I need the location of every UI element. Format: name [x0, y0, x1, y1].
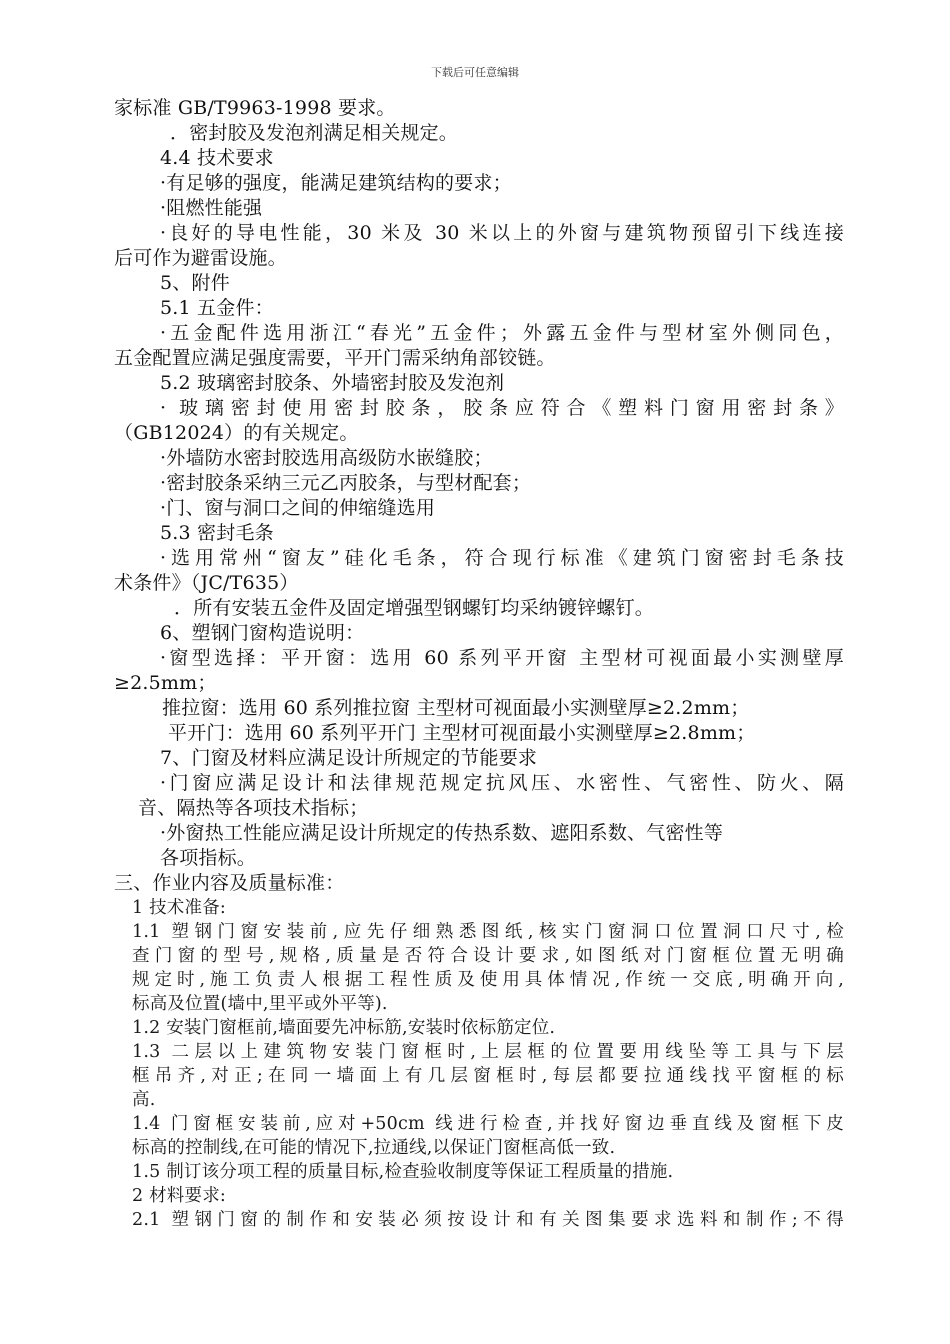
text-line: ·外窗热工性能应满足设计所规定的传热系数、遮阳系数、气密性等	[160, 822, 724, 844]
text-line: ·密封胶条采纳三元乙丙胶条，与型材配套；	[160, 472, 532, 494]
text-line: 查门窗的型号,规格,质量是否符合设计要求,如图纸对门窗框位置无明确	[132, 946, 844, 966]
text-line: ·门、窗与洞口之间的伸缩缝选用	[160, 497, 436, 519]
text-line: · 玻璃密封使用密封胶条，胶条应符合《塑料门窗用密封条》	[160, 397, 844, 419]
text-line: ·外墙防水密封胶选用高级防水嵌缝胶；	[160, 447, 493, 469]
text-line: 1.2 安装门窗框前,墙面要先冲标筋,安装时依标筋定位.	[132, 1018, 556, 1038]
text-line: 高.	[132, 1090, 156, 1110]
text-line: 推拉窗：选用 60 系列推拉窗 主型材可视面最小实测壁厚≥2.2mm；	[162, 697, 750, 719]
text-line: ·良好的导电性能，30 米及 30 米以上的外窗与建筑物预留引下线连接	[160, 222, 844, 244]
text-line: 1.1 塑钢门窗安装前,应先仔细熟悉图纸,核实门窗洞口位置洞口尺寸,检	[132, 922, 844, 942]
section-heading: 7、门窗及材料应满足设计所规定的节能要求	[160, 747, 538, 769]
text-line: ·有足够的强度，能满足建筑结构的要求；	[160, 172, 512, 194]
section-heading: 5、附件	[160, 272, 230, 294]
text-line: 标高的控制线,在可能的情况下,拉通线,以保证门窗框高低一致.	[132, 1138, 616, 1158]
text-line: （GB12024）的有关规定。	[114, 422, 359, 444]
text-line: 2.1 塑钢门窗的制作和安装必须按设计和有关图集要求选料和制作;不得	[132, 1210, 844, 1230]
section-heading: 4.4 技术要求	[160, 147, 274, 169]
text-line: ·阻燃性能强	[160, 197, 263, 219]
text-line: 后可作为避雷设施。	[114, 247, 287, 269]
text-line: 1.5 制订该分项工程的质量目标,检查验收制度等保证工程质量的措施.	[132, 1162, 674, 1182]
text-line: 音、隔热等各项技术指标；	[138, 797, 369, 819]
text-line: 家标准 GB/T9963-1998 要求。	[114, 97, 396, 119]
text-line: ·门窗应满足设计和法律规范规定抗风压、水密性、气密性、防火、隔	[160, 772, 844, 794]
text-line: 术条件》（JC/T635）	[114, 572, 299, 594]
chapter-heading: 三、作业内容及质量标准：	[114, 872, 345, 894]
text-line: ·选用常州“窗友”硅化毛条，符合现行标准《建筑门窗密封毛条技	[160, 547, 844, 569]
text-line: ·五金配件选用浙江“春光”五金件；外露五金件与型材室外侧同色，	[160, 322, 844, 344]
text-line: ．所有安装五金件及固定增强型钢螺钉均采纳镀锌螺钉。	[174, 597, 655, 619]
text-line: ·窗型选择：平开窗：选用 60 系列平开窗 主型材可视面最小实测壁厚	[160, 647, 844, 669]
section-heading: 5.1 五金件：	[160, 297, 274, 319]
section-heading: 5.3 密封毛条	[160, 522, 274, 544]
section-heading: 1 技术准备:	[132, 898, 226, 918]
text-line: 1.3 二层以上建筑物安装门窗框时,上层框的位置要用线坠等工具与下层	[132, 1042, 844, 1062]
text-line: 标高及位置(墙中,里平或外平等).	[132, 994, 388, 1014]
document-body	[114, 96, 844, 1232]
section-heading: 5.2 玻璃密封胶条、外墙密封胶及发泡剂	[160, 372, 505, 394]
text-line: 各项指标。	[160, 847, 257, 869]
section-heading: 2 材料要求:	[132, 1186, 226, 1206]
text-line: 规定时,施工负责人根据工程性质及使用具体情况,作统一交底,明确开向,	[132, 970, 844, 990]
text-line: 1.4 门窗框安装前,应对+50cm 线进行检查,并找好窗边垂直线及窗框下皮	[132, 1114, 844, 1134]
text-line: 五金配置应满足强度需要，平开门需采纳角部铰链。	[114, 347, 556, 369]
section-heading: 6、塑钢门窗构造说明：	[160, 622, 365, 644]
page-header-note: 下载后可任意编辑	[431, 66, 519, 79]
text-line: 平开门：选用 60 系列平开门 主型材可视面最小实测壁厚≥2.8mm；	[168, 722, 756, 744]
text-line: 框吊齐,对正;在同一墙面上有几层窗框时,每层都要拉通线找平窗框的标	[132, 1066, 844, 1086]
text-line: ．密封胶及发泡剂满足相关规定。	[170, 122, 459, 144]
text-line: ≥2.5mm；	[114, 672, 217, 694]
